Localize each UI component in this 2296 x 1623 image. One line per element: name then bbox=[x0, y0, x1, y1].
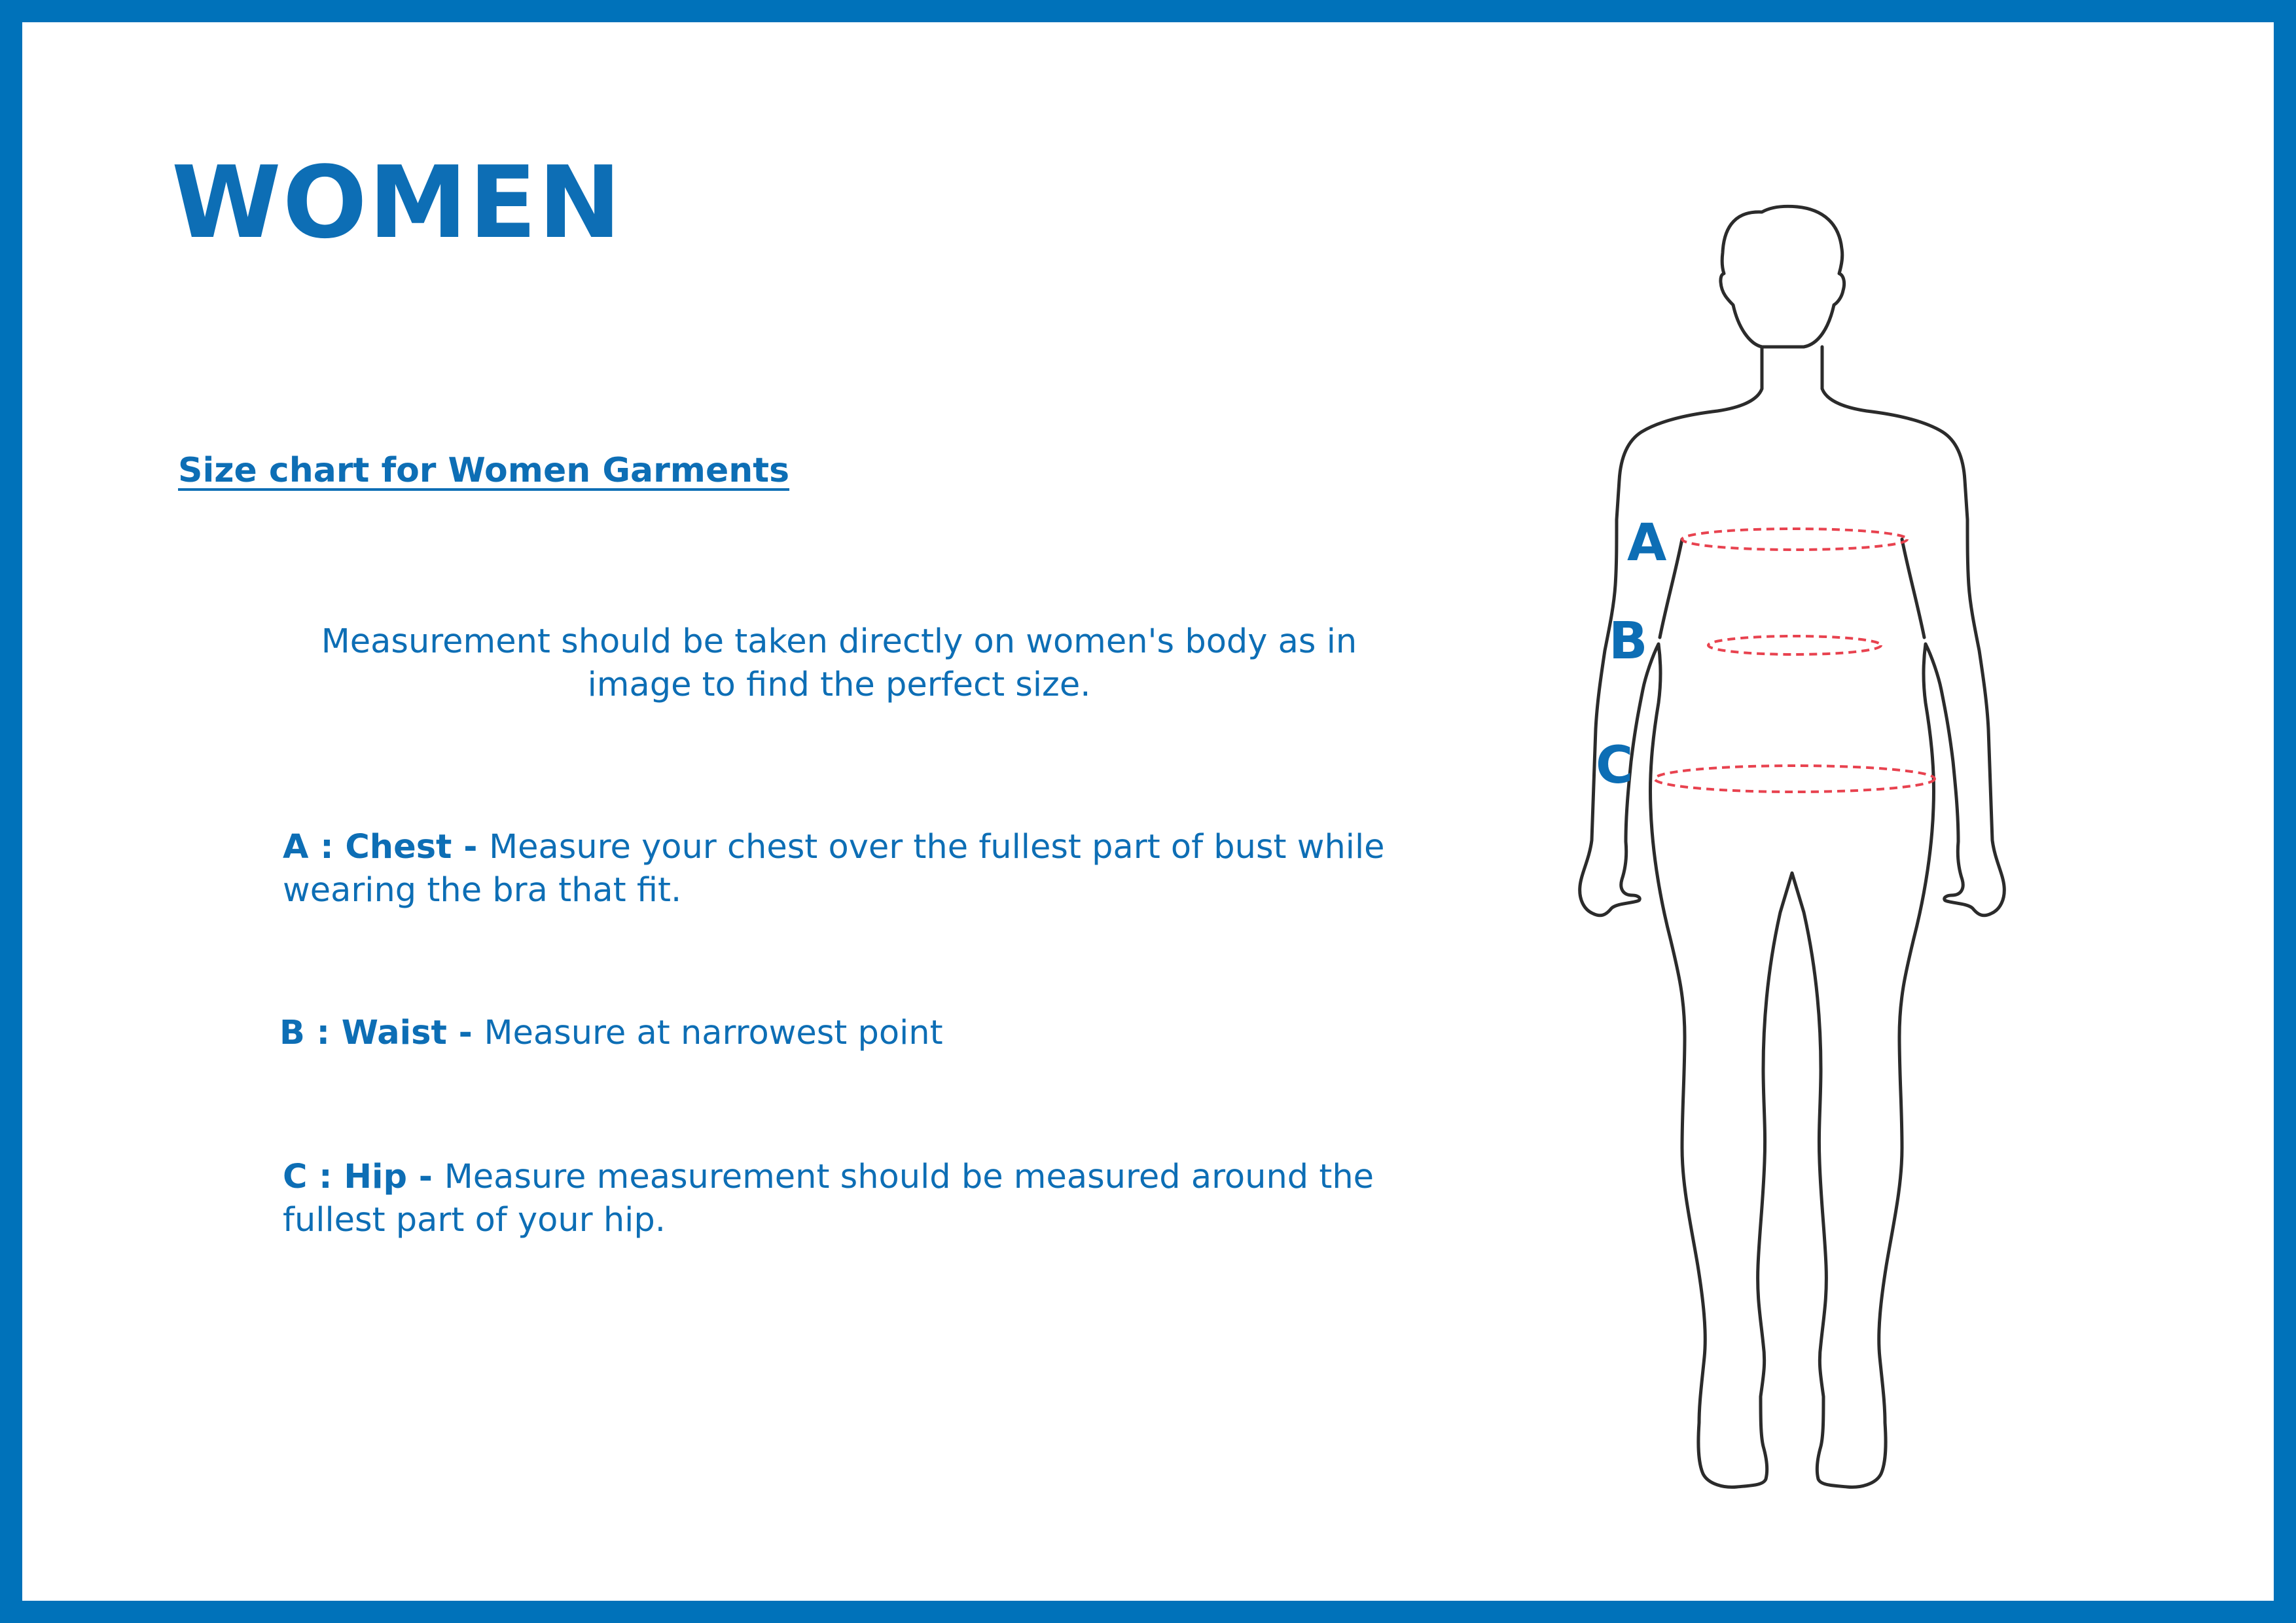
measurement-description: Measure at narrowest point bbox=[484, 1014, 943, 1052]
chest-measure-line bbox=[1682, 529, 1907, 550]
size-chart-link[interactable]: Size chart for Women Garments bbox=[178, 451, 790, 490]
head-outline bbox=[1721, 206, 1844, 347]
measurement-key: C : Hip - bbox=[283, 1158, 444, 1196]
female-body-outline-icon bbox=[1528, 179, 2117, 1514]
waist-measure-line bbox=[1708, 636, 1881, 654]
measurement-description: Measure measurement should be measured around the fullest part of your hip. bbox=[283, 1158, 1374, 1240]
hip-measure-line bbox=[1655, 766, 1935, 792]
right-inner-arm bbox=[1902, 539, 1924, 637]
measurement-key: A : Chest - bbox=[283, 828, 490, 866]
measurement-chest bbox=[283, 826, 1448, 912]
figure-label-c: C bbox=[1596, 736, 1634, 795]
figure-label-a: A bbox=[1627, 514, 1667, 573]
measurement-hip bbox=[283, 1156, 1448, 1242]
intro-text: Measurement should be taken directly on women's body as in image to find the perfect size. bbox=[321, 622, 1357, 704]
measurement-key: B : Waist - bbox=[279, 1014, 484, 1052]
measurement-description: Measure your chest over the fullest part of bust while wearing the bra that fit. bbox=[283, 828, 1385, 910]
page-title: WOMEN bbox=[171, 145, 623, 260]
figure-label-b: B bbox=[1609, 612, 1648, 671]
measurement-waist bbox=[279, 1012, 1444, 1055]
